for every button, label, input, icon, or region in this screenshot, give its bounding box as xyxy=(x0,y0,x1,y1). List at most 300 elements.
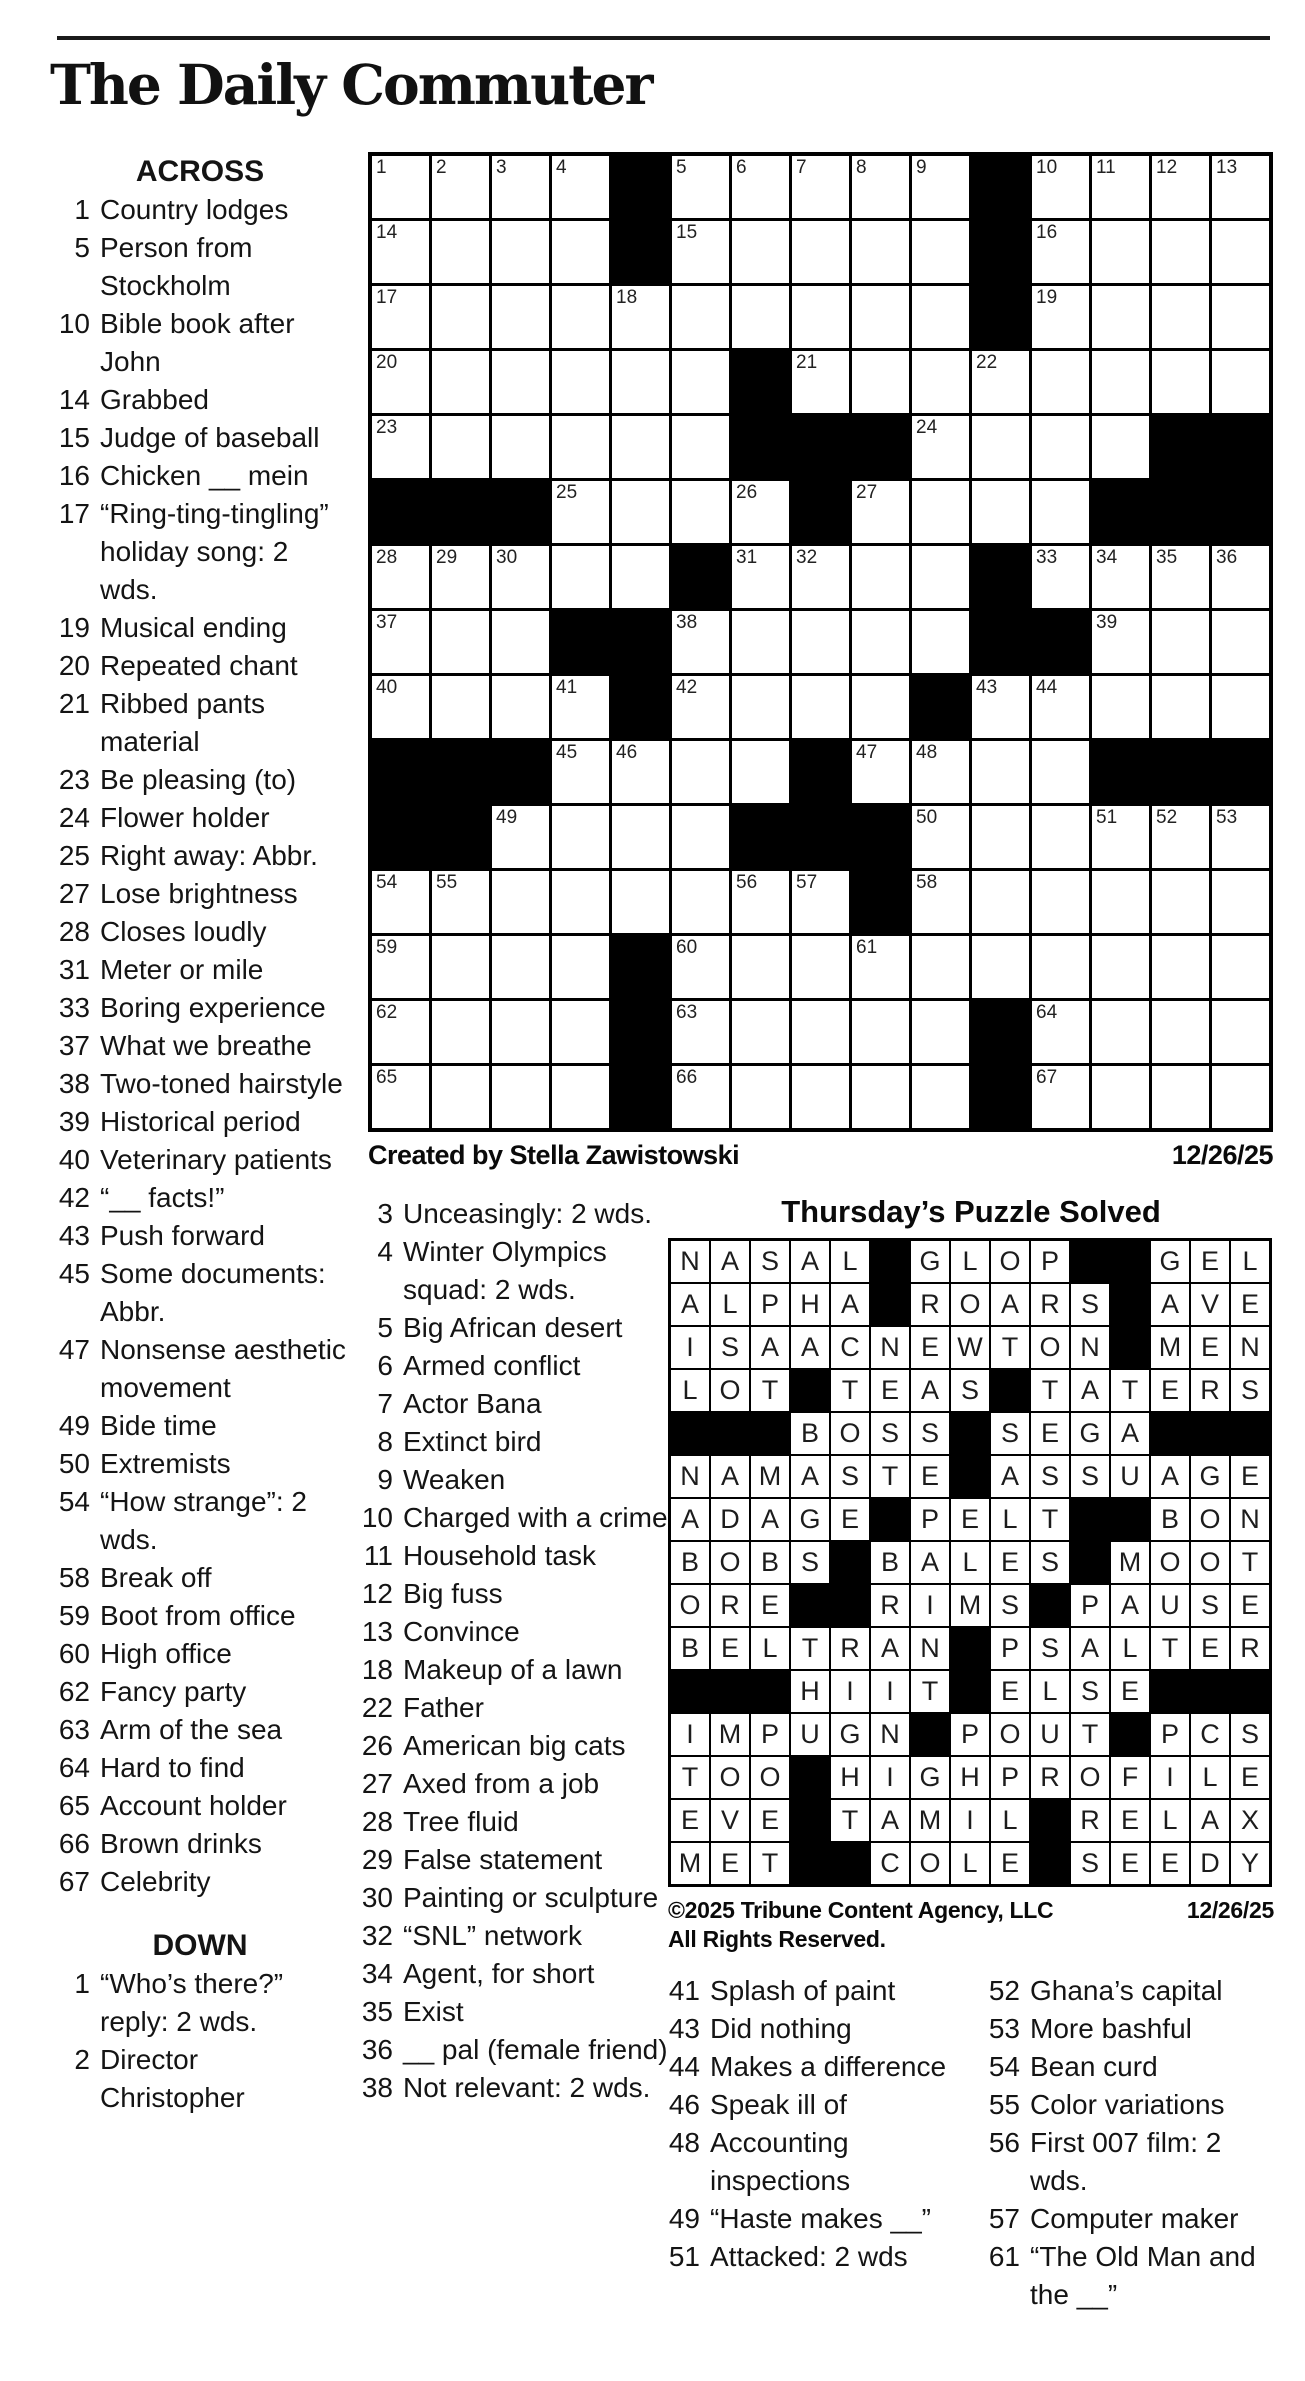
grid-cell[interactable] xyxy=(1212,936,1269,998)
grid-cell[interactable] xyxy=(612,286,669,348)
grid-cell[interactable] xyxy=(612,351,669,413)
grid-cell[interactable] xyxy=(432,676,489,738)
grid-cell[interactable] xyxy=(672,871,729,933)
grid-cell[interactable] xyxy=(732,481,789,543)
grid-cell[interactable] xyxy=(732,156,789,218)
grid-cell[interactable] xyxy=(492,156,549,218)
grid-cell[interactable] xyxy=(672,286,729,348)
clue-text: Grabbed xyxy=(100,384,209,415)
grid-cell[interactable] xyxy=(612,741,669,803)
clue-text: Makes a difference xyxy=(710,2051,947,2082)
solved-cell-letter: T xyxy=(751,1843,789,1884)
grid-cell-black xyxy=(972,1001,1029,1063)
grid-cell[interactable] xyxy=(372,1066,429,1128)
grid-cell[interactable] xyxy=(852,676,909,738)
solved-cell-letter: A xyxy=(791,1456,829,1497)
grid-cell[interactable] xyxy=(912,741,969,803)
cell-number: 15 xyxy=(676,222,698,243)
grid-cell[interactable] xyxy=(672,611,729,673)
grid-cell[interactable] xyxy=(612,416,669,478)
grid-cell[interactable] xyxy=(732,221,789,283)
clue-text: Household task xyxy=(403,1540,597,1571)
solved-cell-letter: L xyxy=(951,1241,989,1282)
grid-cell[interactable] xyxy=(972,351,1029,413)
solved-cell-black xyxy=(1031,1585,1069,1626)
cell-number: 22 xyxy=(976,352,998,373)
grid-cell[interactable] xyxy=(492,1066,549,1128)
grid-cell-black xyxy=(732,806,789,868)
clue-text: Boring experience xyxy=(100,992,326,1023)
grid-cell[interactable] xyxy=(852,546,909,608)
grid-cell[interactable] xyxy=(1032,546,1089,608)
grid-cell[interactable] xyxy=(1152,936,1209,998)
grid-cell[interactable] xyxy=(972,416,1029,478)
grid-cell[interactable] xyxy=(732,1001,789,1063)
grid-cell[interactable] xyxy=(1212,806,1269,868)
solved-cell-letter: O xyxy=(911,1843,949,1884)
grid-cell[interactable] xyxy=(612,806,669,868)
grid-cell[interactable] xyxy=(1092,156,1149,218)
grid-cell[interactable] xyxy=(492,221,549,283)
clue-text: Ghana’s capital xyxy=(1030,1975,1223,2006)
solved-cell-letter: E xyxy=(1191,1327,1229,1368)
clue-text: More bashful xyxy=(1030,2013,1192,2044)
clue-number: 56 xyxy=(988,2127,1020,2158)
solved-cell-letter: E xyxy=(911,1327,949,1368)
grid-cell[interactable] xyxy=(552,156,609,218)
clue-text: Hard to find xyxy=(100,1752,245,1783)
grid-cell[interactable] xyxy=(1032,676,1089,738)
solved-cell-black xyxy=(671,1413,709,1454)
solved-puzzle-grid xyxy=(668,1238,1272,1887)
grid-cell[interactable] xyxy=(1032,741,1089,803)
cell-number: 46 xyxy=(616,742,638,763)
grid-cell[interactable] xyxy=(852,221,909,283)
clue-item xyxy=(52,1825,348,1863)
grid-cell[interactable] xyxy=(912,286,969,348)
clue-number: 60 xyxy=(58,1638,90,1669)
grid-cell[interactable] xyxy=(1032,221,1089,283)
grid-cell[interactable] xyxy=(552,871,609,933)
grid-cell[interactable] xyxy=(1152,286,1209,348)
clue-text: Agent, for short xyxy=(403,1958,595,1989)
cell-number: 37 xyxy=(376,612,398,633)
clue-number: 66 xyxy=(58,1828,90,1859)
grid-cell[interactable] xyxy=(792,936,849,998)
grid-cell-black xyxy=(432,806,489,868)
clue-text: Bean curd xyxy=(1030,2051,1158,2082)
clue-number: 53 xyxy=(988,2013,1020,2044)
grid-cell[interactable] xyxy=(372,221,429,283)
clue-number: 27 xyxy=(58,878,90,909)
clue-number: 63 xyxy=(58,1714,90,1745)
grid-cell[interactable] xyxy=(552,416,609,478)
grid-cell[interactable] xyxy=(1212,156,1269,218)
clue-text: Closes loudly xyxy=(100,916,267,947)
grid-cell[interactable] xyxy=(552,546,609,608)
grid-cell[interactable] xyxy=(552,806,609,868)
grid-cell[interactable] xyxy=(432,546,489,608)
grid-cell[interactable] xyxy=(852,1001,909,1063)
solved-cell-letter: L xyxy=(991,1800,1029,1841)
clue-text: First 007 film: 2 wds. xyxy=(1030,2127,1222,2196)
clue-number: 31 xyxy=(58,954,90,985)
clue-number: 5 xyxy=(377,1312,393,1343)
grid-cell[interactable] xyxy=(612,481,669,543)
clue-number: 64 xyxy=(58,1752,90,1783)
grid-cell[interactable] xyxy=(1032,871,1089,933)
cell-number: 20 xyxy=(376,352,398,373)
grid-cell[interactable] xyxy=(492,611,549,673)
grid-cell[interactable] xyxy=(672,936,729,998)
grid-cell[interactable] xyxy=(852,351,909,413)
clue-text: Winter Olympics squad: 2 wds. xyxy=(403,1236,607,1305)
grid-cell[interactable] xyxy=(852,481,909,543)
grid-cell[interactable] xyxy=(672,156,729,218)
grid-cell[interactable] xyxy=(1032,286,1089,348)
clue-number: 55 xyxy=(988,2089,1020,2120)
grid-cell[interactable] xyxy=(1092,221,1149,283)
grid-cell[interactable] xyxy=(432,936,489,998)
grid-cell[interactable] xyxy=(1212,676,1269,738)
grid-cell[interactable] xyxy=(732,546,789,608)
cell-number: 45 xyxy=(556,742,578,763)
grid-cell[interactable] xyxy=(912,806,969,868)
clue-number: 4 xyxy=(377,1236,393,1267)
grid-cell[interactable] xyxy=(372,1001,429,1063)
solved-cell-letter: T xyxy=(751,1370,789,1411)
grid-cell[interactable] xyxy=(432,286,489,348)
grid-cell[interactable] xyxy=(432,351,489,413)
grid-cell[interactable] xyxy=(792,611,849,673)
grid-cell-black xyxy=(852,416,909,478)
grid-cell[interactable] xyxy=(972,806,1029,868)
grid-cell[interactable] xyxy=(672,221,729,283)
copyright-block xyxy=(668,1896,1274,1954)
grid-cell[interactable] xyxy=(1212,871,1269,933)
solved-cell-letter: E xyxy=(831,1499,869,1540)
grid-cell[interactable] xyxy=(612,871,669,933)
grid-cell[interactable] xyxy=(372,676,429,738)
clue-text: __ pal (female friend) xyxy=(403,2034,668,2065)
clue-item xyxy=(52,1673,348,1711)
grid-cell[interactable] xyxy=(672,351,729,413)
clue-number: 18 xyxy=(361,1654,393,1685)
grid-cell[interactable] xyxy=(372,156,429,218)
solved-cell-letter: E xyxy=(991,1843,1029,1884)
grid-cell[interactable] xyxy=(552,676,609,738)
solved-cell-letter: A xyxy=(751,1499,789,1540)
grid-cell[interactable] xyxy=(492,286,549,348)
grid-cell[interactable] xyxy=(552,351,609,413)
grid-cell[interactable] xyxy=(732,611,789,673)
clue-text: Splash of paint xyxy=(710,1975,896,2006)
grid-cell[interactable] xyxy=(732,1066,789,1128)
grid-cell[interactable] xyxy=(672,806,729,868)
grid-cell[interactable] xyxy=(372,286,429,348)
solved-cell-letter: A xyxy=(711,1456,749,1497)
grid-cell[interactable] xyxy=(972,936,1029,998)
grid-cell[interactable] xyxy=(1152,351,1209,413)
grid-cell[interactable] xyxy=(1212,546,1269,608)
grid-cell[interactable] xyxy=(1032,156,1089,218)
grid-cell[interactable] xyxy=(492,676,549,738)
grid-cell[interactable] xyxy=(792,156,849,218)
grid-cell[interactable] xyxy=(792,351,849,413)
grid-cell[interactable] xyxy=(552,936,609,998)
solved-cell-letter: A xyxy=(1191,1800,1229,1841)
grid-cell[interactable] xyxy=(1152,806,1209,868)
grid-cell[interactable] xyxy=(552,741,609,803)
clue-item xyxy=(982,1972,1282,2010)
grid-cell-black xyxy=(852,806,909,868)
puzzle-date: 12/26/25 xyxy=(1171,1140,1273,1170)
grid-cell[interactable] xyxy=(1212,351,1269,413)
clue-item xyxy=(52,457,348,495)
solved-cell-letter: A xyxy=(871,1800,909,1841)
grid-cell[interactable] xyxy=(792,871,849,933)
grid-cell[interactable] xyxy=(372,416,429,478)
grid-cell[interactable] xyxy=(912,1001,969,1063)
grid-cell[interactable] xyxy=(1092,871,1149,933)
clue-number: 38 xyxy=(58,1068,90,1099)
solved-cell-letter: A xyxy=(831,1284,869,1325)
clue-number: 5 xyxy=(74,232,90,263)
grid-cell[interactable] xyxy=(972,481,1029,543)
grid-cell[interactable] xyxy=(912,1066,969,1128)
grid-cell[interactable] xyxy=(492,936,549,998)
solved-cell-black xyxy=(1111,1241,1149,1282)
clue-text: Push forward xyxy=(100,1220,265,1251)
grid-cell[interactable] xyxy=(612,546,669,608)
grid-cell[interactable] xyxy=(1032,936,1089,998)
clue-number: 11 xyxy=(363,1540,393,1571)
grid-cell[interactable] xyxy=(912,221,969,283)
grid-cell[interactable] xyxy=(672,416,729,478)
grid-cell-black xyxy=(432,481,489,543)
grid-cell[interactable] xyxy=(1152,676,1209,738)
grid-cell[interactable] xyxy=(672,741,729,803)
grid-cell[interactable] xyxy=(552,286,609,348)
grid-cell[interactable] xyxy=(1092,351,1149,413)
grid-cell[interactable] xyxy=(1152,611,1209,673)
grid-cell[interactable] xyxy=(1032,1066,1089,1128)
clue-item xyxy=(355,1841,671,1879)
solved-cell-letter: S xyxy=(991,1413,1029,1454)
grid-cell[interactable] xyxy=(432,871,489,933)
grid-cell[interactable] xyxy=(792,1001,849,1063)
solved-cell-black xyxy=(1111,1499,1149,1540)
grid-cell[interactable] xyxy=(852,1066,909,1128)
grid-cell[interactable] xyxy=(732,676,789,738)
grid-cell[interactable] xyxy=(852,286,909,348)
clue-text: Person from Stockholm xyxy=(100,232,253,301)
solved-cell-letter: V xyxy=(1191,1284,1229,1325)
clue-item xyxy=(355,1385,671,1423)
grid-cell[interactable] xyxy=(912,546,969,608)
solved-cell-letter: R xyxy=(1071,1800,1109,1841)
grid-cell[interactable] xyxy=(672,676,729,738)
grid-cell-black xyxy=(972,156,1029,218)
grid-cell[interactable] xyxy=(792,1066,849,1128)
solved-cell-letter: P xyxy=(951,1714,989,1755)
grid-cell[interactable] xyxy=(972,871,1029,933)
clue-text: Nonsense aesthetic movement xyxy=(100,1334,346,1403)
solved-cell-letter: L xyxy=(671,1370,709,1411)
grid-cell[interactable] xyxy=(792,286,849,348)
grid-cell[interactable] xyxy=(912,871,969,933)
solved-cell-black xyxy=(1231,1671,1269,1712)
grid-cell[interactable] xyxy=(432,156,489,218)
clue-text: Extremists xyxy=(100,1448,231,1479)
clue-item xyxy=(982,2086,1282,2124)
grid-cell[interactable] xyxy=(1032,481,1089,543)
grid-cell[interactable] xyxy=(1152,546,1209,608)
crossword-grid xyxy=(368,152,1273,1132)
grid-cell[interactable] xyxy=(852,936,909,998)
grid-cell[interactable] xyxy=(492,416,549,478)
solved-cell-letter: S xyxy=(1031,1542,1069,1583)
grid-cell[interactable] xyxy=(912,156,969,218)
solved-cell-letter: W xyxy=(951,1327,989,1368)
clue-text: Accounting inspections xyxy=(710,2127,851,2196)
grid-cell[interactable] xyxy=(492,351,549,413)
solved-cell-letter: H xyxy=(831,1757,869,1798)
grid-cell[interactable] xyxy=(1092,1066,1149,1128)
clue-number: 24 xyxy=(58,802,90,833)
grid-cell[interactable] xyxy=(432,221,489,283)
grid-cell[interactable] xyxy=(372,871,429,933)
solved-cell-letter: R xyxy=(1031,1284,1069,1325)
grid-cell[interactable] xyxy=(852,741,909,803)
grid-cell[interactable] xyxy=(792,546,849,608)
grid-cell[interactable] xyxy=(1032,351,1089,413)
grid-cell[interactable] xyxy=(912,481,969,543)
clue-item xyxy=(662,2238,988,2276)
grid-cell[interactable] xyxy=(1032,416,1089,478)
clue-item xyxy=(355,1651,671,1689)
clue-text: Right away: Abbr. xyxy=(100,840,318,871)
clue-number: 45 xyxy=(58,1258,90,1289)
grid-cell[interactable] xyxy=(432,1001,489,1063)
grid-cell[interactable] xyxy=(372,546,429,608)
grid-cell[interactable] xyxy=(912,611,969,673)
grid-cell[interactable] xyxy=(492,871,549,933)
grid-cell[interactable] xyxy=(1152,1066,1209,1128)
grid-cell[interactable] xyxy=(1032,806,1089,868)
grid-cell[interactable] xyxy=(552,221,609,283)
grid-cell[interactable] xyxy=(1092,546,1149,608)
grid-cell[interactable] xyxy=(552,1001,609,1063)
grid-cell[interactable] xyxy=(1092,676,1149,738)
grid-cell[interactable] xyxy=(1092,1001,1149,1063)
grid-cell[interactable] xyxy=(552,1066,609,1128)
solved-cell-black xyxy=(871,1284,909,1325)
grid-cell[interactable] xyxy=(672,1001,729,1063)
grid-cell[interactable] xyxy=(492,546,549,608)
grid-cell-black xyxy=(1212,481,1269,543)
grid-cell[interactable] xyxy=(1032,1001,1089,1063)
solved-cell-letter: A xyxy=(911,1542,949,1583)
grid-cell[interactable] xyxy=(1092,936,1149,998)
grid-cell[interactable] xyxy=(1212,1066,1269,1128)
solved-cell-letter: L xyxy=(1111,1628,1149,1669)
grid-cell[interactable] xyxy=(912,936,969,998)
grid-cell[interactable] xyxy=(1212,286,1269,348)
grid-cell[interactable] xyxy=(732,286,789,348)
grid-cell[interactable] xyxy=(1092,286,1149,348)
grid-cell[interactable] xyxy=(732,741,789,803)
solved-cell-letter: S xyxy=(1031,1628,1069,1669)
grid-cell[interactable] xyxy=(792,221,849,283)
grid-cell[interactable] xyxy=(672,481,729,543)
grid-cell[interactable] xyxy=(552,481,609,543)
grid-cell[interactable] xyxy=(1152,871,1209,933)
grid-cell[interactable] xyxy=(972,741,1029,803)
cell-number: 48 xyxy=(916,742,938,763)
grid-cell[interactable] xyxy=(852,156,909,218)
clue-number: 67 xyxy=(58,1866,90,1897)
grid-cell-black xyxy=(612,156,669,218)
solved-cell-letter: O xyxy=(711,1370,749,1411)
grid-cell[interactable] xyxy=(1092,806,1149,868)
grid-cell[interactable] xyxy=(372,611,429,673)
grid-cell[interactable] xyxy=(372,936,429,998)
cell-number: 32 xyxy=(796,547,818,568)
grid-cell[interactable] xyxy=(732,871,789,933)
grid-cell[interactable] xyxy=(432,611,489,673)
grid-cell[interactable] xyxy=(1212,221,1269,283)
grid-cell[interactable] xyxy=(1212,611,1269,673)
grid-cell[interactable] xyxy=(432,1066,489,1128)
clue-text: Makeup of a lawn xyxy=(403,1654,623,1685)
clue-number: 1 xyxy=(74,1968,90,1999)
grid-cell[interactable] xyxy=(912,351,969,413)
clue-item xyxy=(355,1347,671,1385)
clue-item xyxy=(355,1537,671,1575)
grid-cell[interactable] xyxy=(852,611,909,673)
clue-item xyxy=(662,2048,988,2086)
grid-cell[interactable] xyxy=(432,416,489,478)
grid-cell[interactable] xyxy=(1092,416,1149,478)
clue-number: 54 xyxy=(988,2051,1020,2082)
solved-cell-letter: O xyxy=(1151,1542,1189,1583)
grid-cell[interactable] xyxy=(1152,156,1209,218)
grid-cell[interactable] xyxy=(372,351,429,413)
solved-cell-letter: O xyxy=(1031,1327,1069,1368)
clue-number: 65 xyxy=(58,1790,90,1821)
grid-cell-black xyxy=(792,481,849,543)
grid-cell[interactable] xyxy=(1212,1001,1269,1063)
grid-cell[interactable] xyxy=(672,1066,729,1128)
solved-cell-letter: O xyxy=(751,1757,789,1798)
grid-cell[interactable] xyxy=(492,1001,549,1063)
grid-cell[interactable] xyxy=(972,676,1029,738)
grid-cell[interactable] xyxy=(732,936,789,998)
grid-cell[interactable] xyxy=(1092,611,1149,673)
grid-cell[interactable] xyxy=(492,806,549,868)
solved-cell-black xyxy=(831,1542,869,1583)
solved-cell-letter: I xyxy=(671,1714,709,1755)
clue-number: 40 xyxy=(58,1144,90,1175)
solved-cell-letter: E xyxy=(1191,1241,1229,1282)
clue-item xyxy=(52,1217,348,1255)
grid-cell[interactable] xyxy=(912,416,969,478)
clue-item xyxy=(52,1787,348,1825)
grid-cell[interactable] xyxy=(1152,1001,1209,1063)
grid-cell[interactable] xyxy=(1152,221,1209,283)
grid-cell[interactable] xyxy=(792,676,849,738)
